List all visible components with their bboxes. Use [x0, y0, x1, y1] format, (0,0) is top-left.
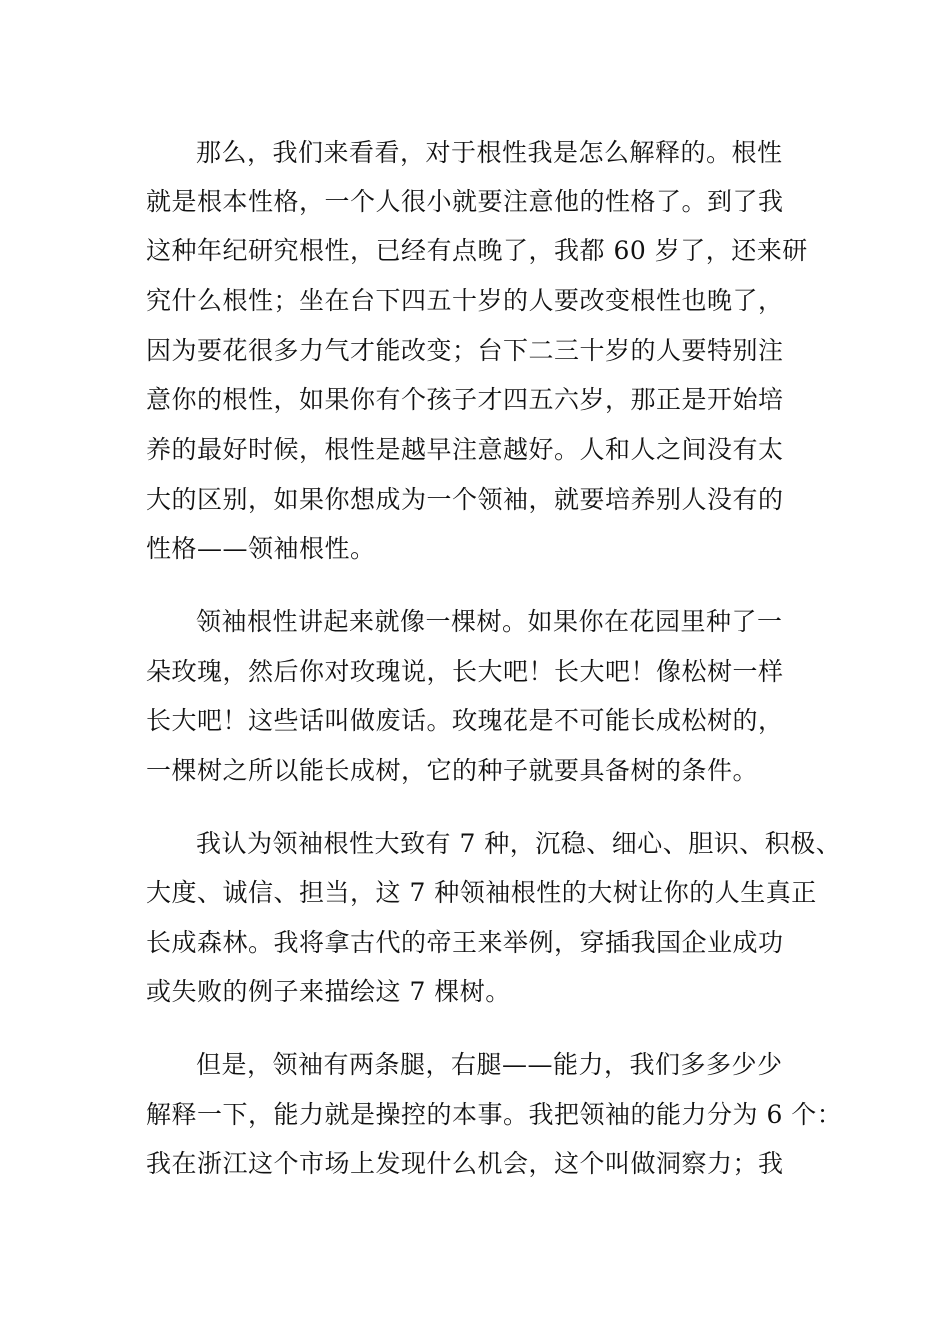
paragraph-1-line-8: 大的区别，如果你想成为一个领袖，就要培养别人没有的 [146, 485, 784, 514]
paragraph-1-line-5: 因为要花很多力气才能改变；台下二三十岁的人要特别注 [146, 336, 784, 365]
paragraph-1-line-1: 那么，我们来看看，对于根性我是怎么解释的。根性 [196, 138, 783, 167]
paragraph-3-line-2: 大度、诚信、担当，这 7 种领袖根性的大树让你的人生真正 [146, 878, 817, 907]
paragraph-4-line-2: 解释一下，能力就是操控的本事。我把领袖的能力分为 6 个： [146, 1100, 843, 1129]
paragraph-4-line-3: 我在浙江这个市场上发现什么机会，这个叫做洞察力；我 [146, 1149, 784, 1178]
paragraph-3-line-3: 长成森林。我将拿古代的帝王来举例，穿插我国企业成功 [146, 928, 784, 957]
paragraph-2-line-2: 朵玫瑰，然后你对玫瑰说，长大吧！长大吧！像松树一样 [146, 657, 784, 686]
paragraph-2-line-4: 一棵树之所以能长成树，它的种子就要具备树的条件。 [146, 756, 759, 785]
paragraph-2-line-1: 领袖根性讲起来就像一棵树。如果你在花园里种了一 [196, 607, 783, 636]
paragraph-3-line-4: 或失败的例子来描绘这 7 棵树。 [146, 977, 511, 1006]
paragraph-2-line-3: 长大吧！这些话叫做废话。玫瑰花是不可能长成松树的， [146, 706, 784, 735]
paragraph-1-line-7: 养的最好时候，根性是越早注意越好。人和人之间没有太 [146, 435, 784, 464]
paragraph-1-line-4: 究什么根性；坐在台下四五十岁的人要改变根性也晚了， [146, 286, 784, 315]
paragraph-3-line-1: 我认为领袖根性大致有 7 种，沉稳、细心、胆识、积极、 [196, 829, 842, 858]
paragraph-1-line-9: 性格——领袖根性。 [146, 534, 376, 563]
paragraph-1-line-3: 这种年纪研究根性，已经有点晚了，我都 60 岁了，还来研 [146, 236, 808, 265]
paragraph-4-line-1: 但是，领袖有两条腿，右腿——能力，我们多多少少 [196, 1050, 783, 1079]
paragraph-1-line-6: 意你的根性，如果你有个孩子才四五六岁，那正是开始培 [146, 385, 784, 414]
paragraph-1-line-2: 就是根本性格，一个人很小就要注意他的性格了。到了我 [146, 187, 784, 216]
